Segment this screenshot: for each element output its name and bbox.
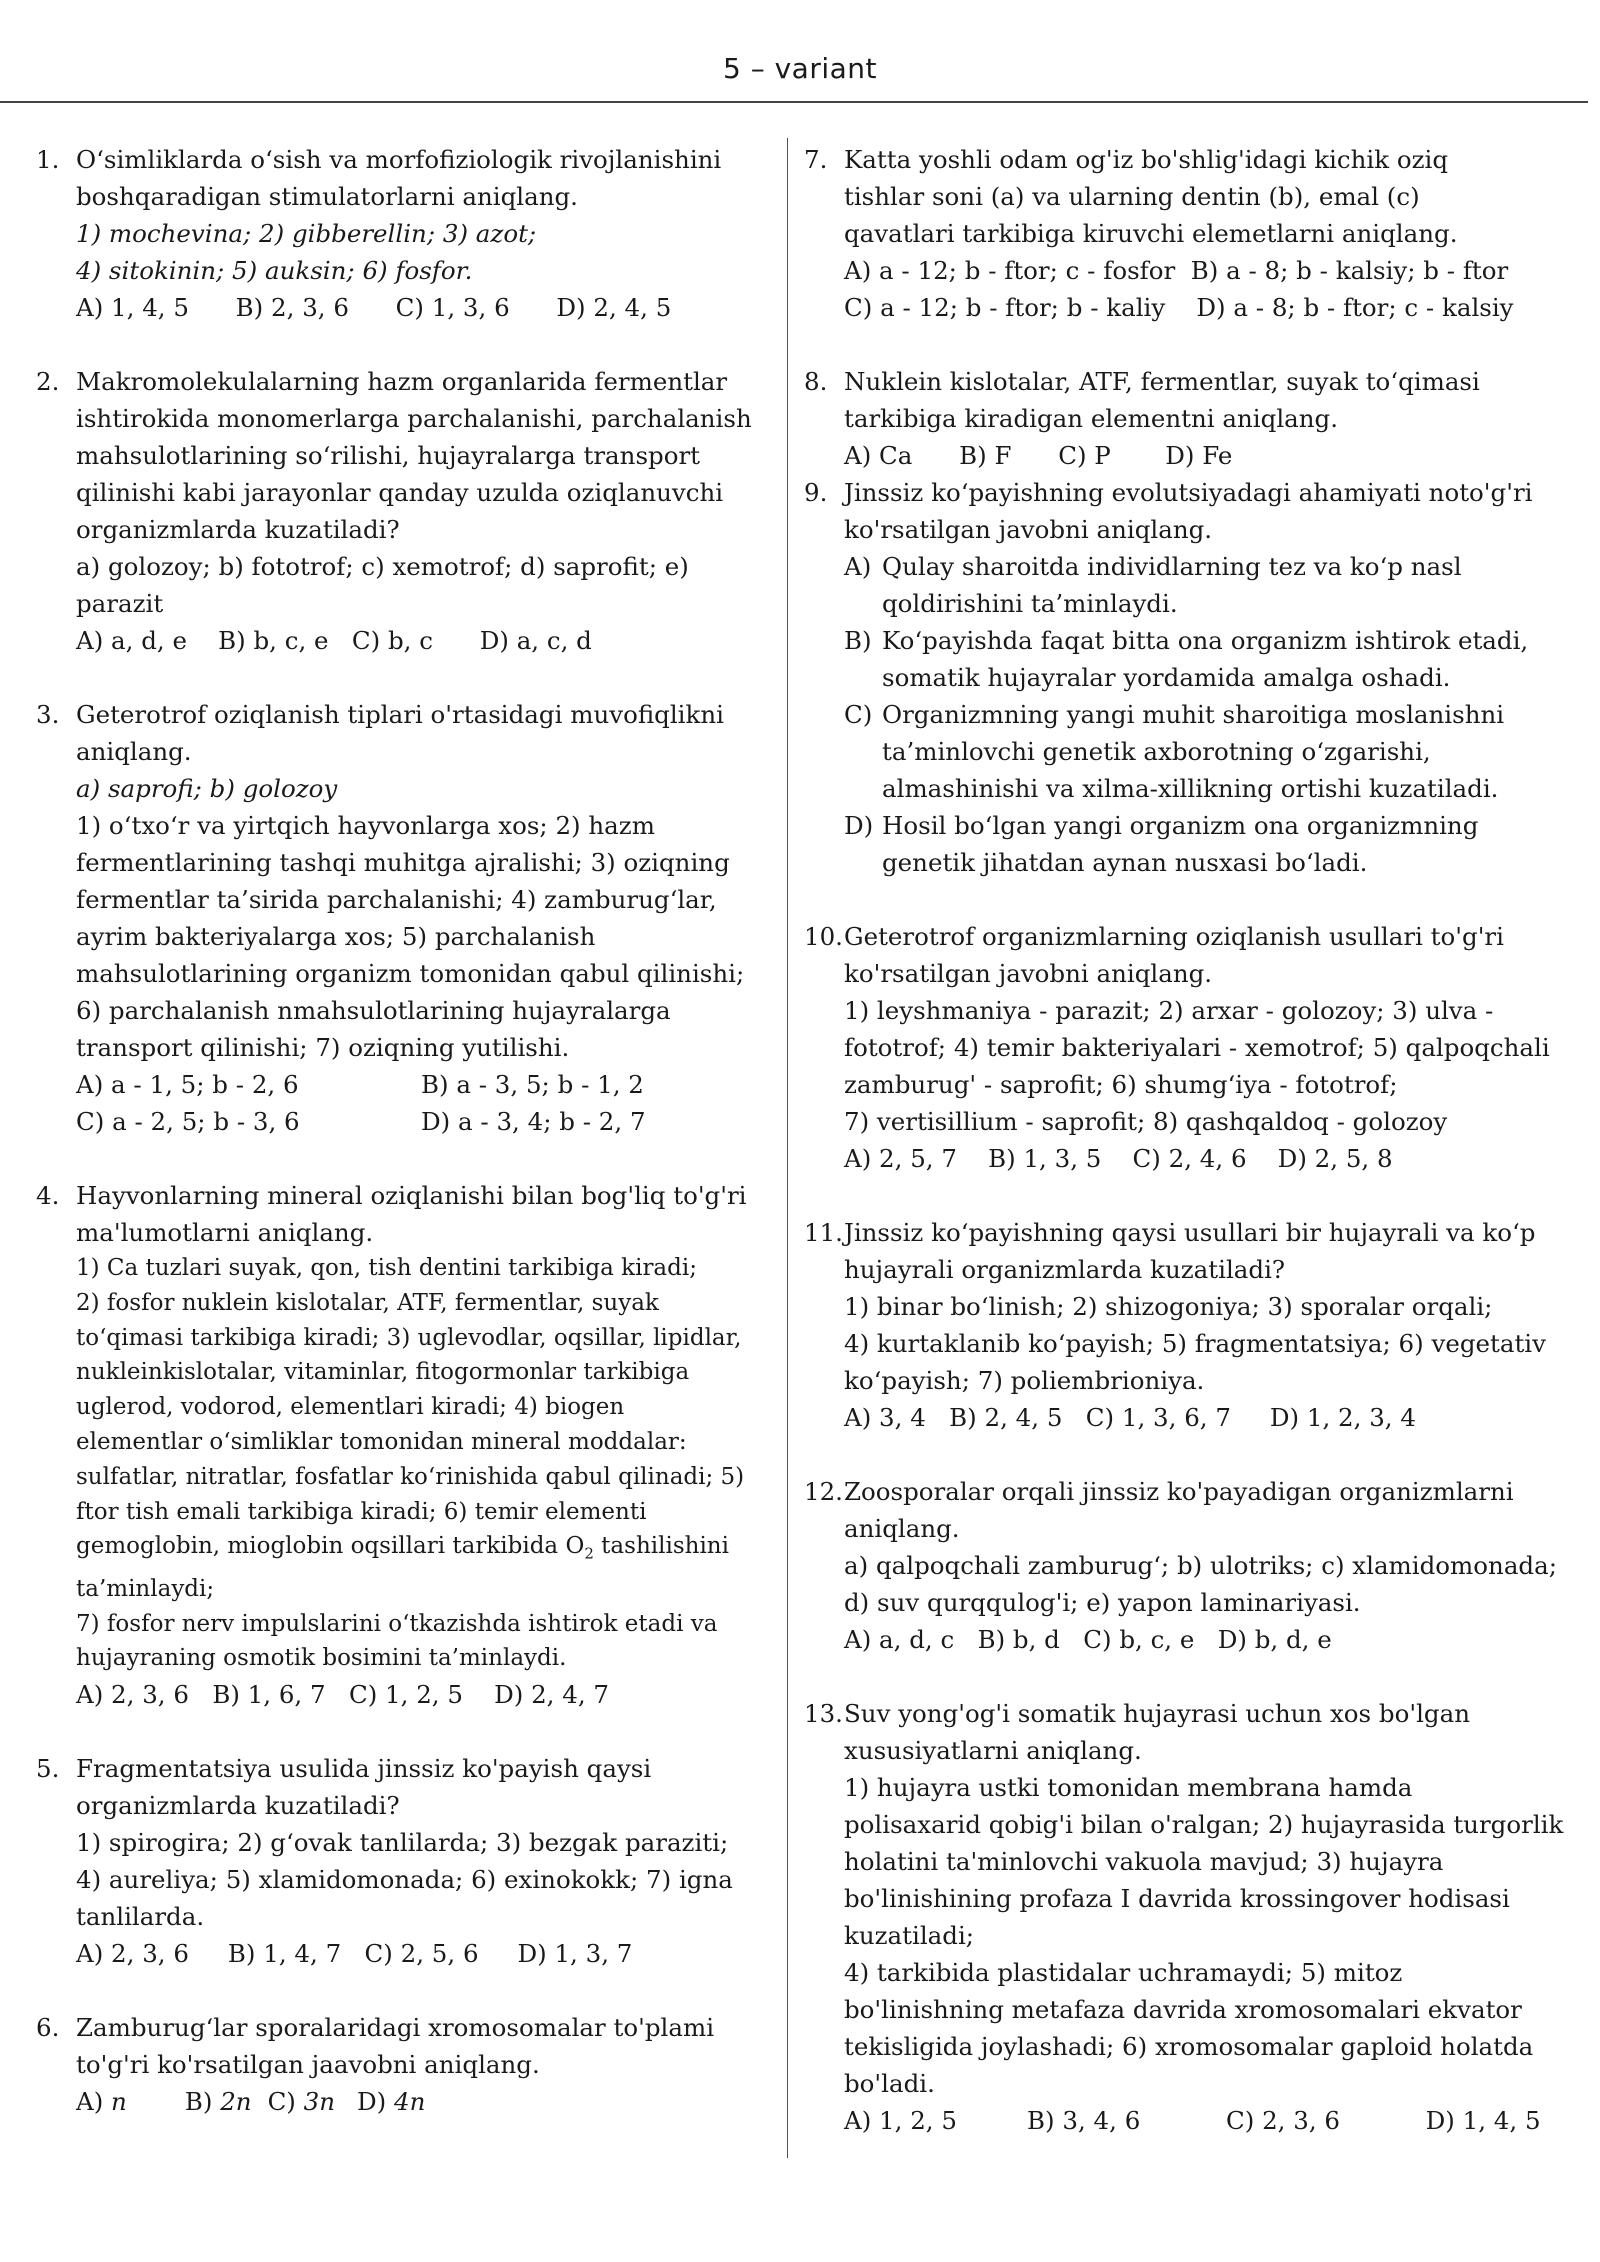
question-text: organizmlarda kuzatiladi? xyxy=(76,1791,400,1821)
item-list: bo'linishining profaza I davrida krossingover hodisasi xyxy=(844,1884,1510,1913)
item-list: 2) fosfor nuklein kislotalar, ATF, fermentlar, suyak xyxy=(76,1289,659,1316)
question-text: aniqlang. xyxy=(76,737,192,766)
item-list: ayrim bakteriyalarga xos; 5) parchalanish xyxy=(76,922,596,951)
item-list: mahsulotlarining organizm tomonidan qabul qilinishi; xyxy=(76,959,745,988)
answer-c: C) a - 2, 5; b - 3, 6 xyxy=(76,1107,300,1136)
question-3 xyxy=(36,696,784,1140)
item-list: 4) aureliya; 5) xlamidomonada; 6) exinokokk; 7) igna xyxy=(76,1865,733,1895)
question-number: 12. xyxy=(804,1477,843,1506)
question-text: mahsulotlarining so‘rilishi, hujayralarga transport xyxy=(76,441,701,470)
question-text: to'g'ri ko'rsatilgan jaavobni aniqlang. xyxy=(76,2050,540,2080)
question-number: 10. xyxy=(804,922,843,951)
header-divider xyxy=(0,101,1588,103)
item-list: hujayraning osmotik bosimini ta’minlaydi. xyxy=(76,1645,567,1672)
item-list: nukleinkislotalar, vitaminlar, fitogormonlar tarkibiga xyxy=(76,1359,690,1386)
question-number: 1. xyxy=(36,145,60,174)
item-list: 1) spirogira; 2) g‘ovak tanlilarda; 3) bezgak paraziti; xyxy=(76,1828,729,1858)
item-list: 4) tarkibida plastidalar uchramaydi; 5) mitoz xyxy=(844,1958,1403,1987)
answer-options: A) 3, 4 B) 2, 4, 5 C) 1, 3, 6, 7 D) 1, 2, 3, 4 xyxy=(844,1403,1416,1432)
question-10 xyxy=(804,918,1594,1177)
question-9 xyxy=(804,474,1594,881)
question-number: 2. xyxy=(36,367,60,396)
column-divider xyxy=(787,138,788,2158)
question-text: hujayrali organizmlarda kuzatiladi? xyxy=(844,1255,1286,1284)
item-list: to‘qimasi tarkibiga kiradi; 3) uglevodlar, oqsillar, lipidlar, xyxy=(76,1324,742,1351)
answer-b: B) Ko‘payishda faqat bitta ona organizm ishtirok etadi, somatik hujayralar yordamida amalga oshadi. xyxy=(844,626,1529,692)
item-list: polisaxarid qobig'i bilan o'ralgan; 2) hujayrasida turgorlik xyxy=(844,1810,1564,1839)
question-text: Katta yoshli odam og'iz bo'shlig'idagi kichik oziq xyxy=(844,145,1449,174)
question-number: 6. xyxy=(36,2013,60,2043)
question-text: qavatlari tarkibiga kiruvchi elemetlarni aniqlang. xyxy=(844,219,1458,248)
question-2 xyxy=(36,363,784,659)
item-list: 1) mochevina; 2) gibberellin; 3) azot; xyxy=(76,219,537,248)
question-11 xyxy=(804,1214,1594,1436)
item-list: 4) kurtaklanib ko‘payish; 5) fragmentatsiya; 6) vegetativ xyxy=(844,1329,1546,1358)
item-list: tekisligida joylashadi; 6) xromosomalar gaploid holatda xyxy=(844,2032,1534,2061)
item-list: gemoglobin, mioglobin oqsillari tarkibida $O_2$ tashilishini xyxy=(76,1533,729,1563)
question-6 xyxy=(36,2009,784,2120)
answer-a: A) Qulay sharoitda individlarning tez va ko‘p nasl qoldirishini ta’minlaydi. xyxy=(844,552,1462,618)
question-number: 5. xyxy=(36,1754,60,1784)
question-12 xyxy=(804,1473,1594,1658)
item-list: ko‘payish; 7) poliembrioniya. xyxy=(844,1366,1205,1395)
question-text: O‘simliklarda o‘sish va morfofiziologik rivojlanishini xyxy=(76,145,722,174)
answer-options: A) 2, 5, 7 B) 1, 3, 5 C) 2, 4, 6 D) 2, 5, 8 xyxy=(844,1144,1393,1173)
question-text: ma'lumotlarni aniqlang. xyxy=(76,1218,374,1247)
question-number: 7. xyxy=(804,145,828,174)
question-1 xyxy=(36,141,784,326)
question-text: organizmlarda kuzatiladi? xyxy=(76,515,400,544)
item-list: 6) parchalanish nmahsulotlarining hujayralarga xyxy=(76,996,671,1025)
answer-c: C) Organizmning yangi muhit sharoitiga moslanishni ta’minlovchi genetik axborotning o‘zgarishi, almashinishi va xilma-xillikning ortishi kuzatiladi. xyxy=(844,700,1505,803)
item-list: 7) vertisillium - saprofit; 8) qashqaldoq - golozoy xyxy=(844,1107,1448,1136)
answer-options xyxy=(76,1103,784,1140)
category-list: a) saprofi; b) golozoy xyxy=(76,774,338,803)
question-number: 9. xyxy=(804,478,828,507)
item-list: a) qalpoqchali zamburug‘; b) ulotriks; c) xlamidomonada; xyxy=(844,1551,1557,1580)
answer-d: D) Hosil bo‘lgan yangi organizm ona organizmning genetik jihatdan aynan nusxasi bo‘ladi. xyxy=(844,811,1479,877)
question-text: Geterotrof oziqlanish tiplari o'rtasidagi muvofiqlikni xyxy=(76,700,724,729)
question-number: 11. xyxy=(804,1218,843,1247)
question-text: Suv yong'og'i somatik hujayrasi uchun xos bo'lgan xyxy=(844,1699,1470,1728)
answer-options: A) n B) 2n C) 3n D) 4n xyxy=(76,2087,426,2117)
item-list: elementlar o‘simliklar tomonidan mineral moddalar: xyxy=(76,1428,687,1455)
item-list: 1) binar bo‘linish; 2) shizogoniya; 3) sporalar orqali; xyxy=(844,1292,1493,1321)
item-list: holatini ta'minlovchi vakuola mavjud; 3) hujayra xyxy=(844,1847,1444,1876)
question-text: Jinssiz ko‘payishning evolutsiyadagi ahamiyati noto'g'ri xyxy=(844,478,1533,507)
answer-options: C) a - 12; b - ftor; b - kaliy D) a - 8; b - ftor; c - kalsiy xyxy=(844,293,1514,322)
question-text: qilinishi kabi jarayonlar qanday uzulda oziqlanuvchi xyxy=(76,478,724,507)
item-list: ta’minlaydi; xyxy=(76,1575,215,1602)
question-text: Fragmentatsiya usulida jinssiz ko'payish qaysi xyxy=(76,1754,652,1784)
left-column xyxy=(36,141,784,2120)
question-text: aniqlang. xyxy=(844,1514,960,1543)
item-list: a) golozoy; b) fototrof; c) xemotrof; d) saprofit; e) xyxy=(76,552,689,581)
item-list: fototrof; 4) temir bakteriyalari - xemotrof; 5) qalpoqchali xyxy=(844,1033,1550,1062)
right-column xyxy=(804,141,1594,2139)
item-list: ftor tish emali tarkibiga kiradi; 6) temir elementi xyxy=(76,1498,647,1525)
item-list: transport qilinishi; 7) oziqning yutilishi. xyxy=(76,1033,570,1062)
question-text: tishlar soni (a) va ularning dentin (b), emal (c) xyxy=(844,182,1420,211)
answer-options: A) a, d, c B) b, d C) b, c, e D) b, d, e xyxy=(844,1625,1332,1654)
question-text: xususiyatlarni aniqlang. xyxy=(844,1736,1142,1765)
item-list: fermentlar ta’sirida parchalanishi; 4) zamburug‘lar, xyxy=(76,885,717,914)
item-list: sulfatlar, nitratlar, fosfatlar ko‘rinishida qabul qilinadi; 5) xyxy=(76,1463,745,1490)
answer-options: A) a, d, e B) b, c, e C) b, c D) a, c, d xyxy=(76,626,592,655)
answer-options: A) a - 12; b - ftor; c - fosfor B) a - 8; b - kalsiy; b - ftor xyxy=(844,256,1509,285)
answer-options xyxy=(76,1066,784,1103)
answer-options: A) 1, 2, 5 B) 3, 4, 6 C) 2, 3, 6 D) 1, 4, 5 xyxy=(844,2106,1541,2135)
item-list: fermentlarining tashqi muhitga ajralishi; 3) oziqning xyxy=(76,848,730,877)
item-list: kuzatiladi; xyxy=(844,1921,975,1950)
question-text: Hayvonlarning mineral oziqlanishi bilan bog'liq to'g'ri xyxy=(76,1181,747,1210)
item-list: 4) sitokinin; 5) auksin; 6) fosfor. xyxy=(76,256,473,285)
question-number: 13. xyxy=(804,1699,843,1728)
answer-options: A) 2, 3, 6 B) 1, 6, 7 C) 1, 2, 5 D) 2, 4, 7 xyxy=(76,1680,610,1710)
question-13 xyxy=(804,1695,1594,2139)
question-number: 3. xyxy=(36,700,60,729)
question-text: ko'rsatilgan javobni aniqlang. xyxy=(844,959,1213,988)
question-4 xyxy=(36,1177,784,1713)
item-list: zamburug' - saprofit; 6) shumg‘iya - fototrof; xyxy=(844,1070,1398,1099)
question-text: Nuklein kislotalar, ATF, fermentlar, suyak to‘qimasi xyxy=(844,367,1480,396)
item-list: 1) o‘txo‘r va yirtqich hayvonlarga xos; 2) hazm xyxy=(76,811,655,840)
answer-b: B) a - 3, 5; b - 1, 2 xyxy=(421,1070,644,1099)
item-list: d) suv qurqqulog'i; e) yapon laminariyasi. xyxy=(844,1588,1361,1617)
question-number: 4. xyxy=(36,1181,60,1210)
page-title: 5 – variant xyxy=(722,52,878,85)
item-list: 1) Ca tuzlari suyak, qon, tish dentini tarkibiga kiradi; xyxy=(76,1255,697,1281)
item-list: bo'ladi. xyxy=(844,2069,935,2098)
question-8 xyxy=(804,363,1594,474)
question-text: Zoosporalar orqali jinssiz ko'payadigan organizmlarni xyxy=(844,1477,1514,1506)
question-text: ko'rsatilgan javobni aniqlang. xyxy=(844,515,1213,544)
answer-options: A) 2, 3, 6 B) 1, 4, 7 C) 2, 5, 6 D) 1, 3, 7 xyxy=(76,1939,633,1969)
question-text: tarkibiga kiradigan elementni aniqlang. xyxy=(844,404,1339,433)
item-list: parazit xyxy=(76,589,164,618)
question-number: 8. xyxy=(804,367,828,396)
item-list: tanlilarda. xyxy=(76,1902,205,1932)
item-list: 1) hujayra ustki tomonidan membrana hamda xyxy=(844,1773,1413,1802)
question-text: ishtirokida monomerlarga parchalanishi, parchalanish xyxy=(76,404,752,433)
question-7 xyxy=(804,141,1594,326)
answer-a: A) a - 1, 5; b - 2, 6 xyxy=(76,1070,299,1099)
question-5 xyxy=(36,1750,784,1972)
question-text: boshqaradigan stimulatorlarni aniqlang. xyxy=(76,182,578,211)
answer-options: A) Ca B) F C) P D) Fe xyxy=(844,441,1233,470)
item-list: uglerod, vodorod, elementlari kiradi; 4) biogen xyxy=(76,1394,625,1421)
answer-options: A) 1, 4, 5 B) 2, 3, 6 C) 1, 3, 6 D) 2, 4, 5 xyxy=(76,293,672,322)
item-list: 1) leyshmaniya - parazit; 2) arxar - golozoy; 3) ulva - xyxy=(844,996,1494,1025)
item-list: bo'linishning metafaza davrida xromosomalari ekvator xyxy=(844,1995,1522,2024)
question-text: Jinssiz ko‘payishning qaysi usullari bir hujayrali va ko‘p xyxy=(844,1218,1536,1247)
question-text: Geterotrof organizmlarning oziqlanish usullari to'g'ri xyxy=(844,922,1504,951)
item-list: 7) fosfor nerv impulslarini o‘tkazishda ishtirok etadi va xyxy=(76,1610,718,1637)
question-text: Zamburug‘lar sporalaridagi xromosomalar to'plami xyxy=(76,2013,715,2043)
question-text: Makromolekulalarning hazm organlarida fermentlar xyxy=(76,367,728,396)
answer-d: D) a - 3, 4; b - 2, 7 xyxy=(421,1107,646,1136)
